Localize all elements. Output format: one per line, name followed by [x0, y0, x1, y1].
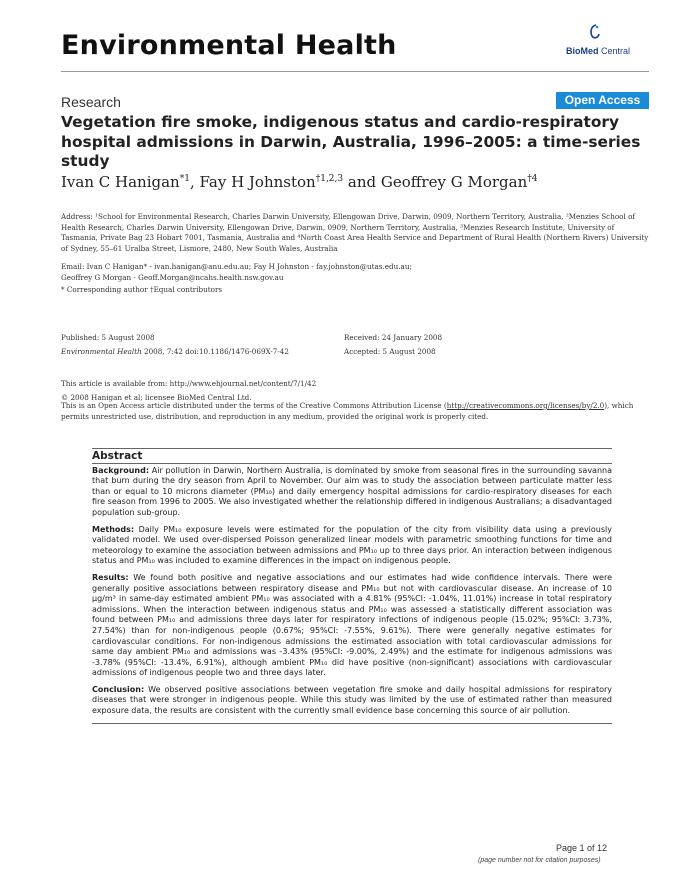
header-divider — [61, 71, 649, 72]
received-info — [344, 333, 644, 360]
citation: Environmental Health 2008, 7:42 doi:10.1186/1476-069X-7-42 — [61, 346, 289, 356]
abstract-heading-divider — [92, 463, 612, 464]
page-number: Page 1 of 12 — [556, 843, 608, 853]
published-date: Published: 5 August 2008 — [61, 333, 155, 342]
citation-note: (page number not for citation purposes) — [478, 857, 601, 864]
author-list: Ivan C Hanigan$^{*1}$, Fay H Johnston$^{\dagger 1,2,3}$ and Geoffrey G Morgan$^{\dagger 4}$ — [61, 173, 538, 191]
article-title: Vegetation fire smoke, indigenous status and cardio-respiratory hospital admissions in Darwin, Australia, 1996–2005: a time-series study — [61, 113, 641, 170]
author-name[interactable]: Fay H Johnston — [199, 173, 316, 191]
license-statement: This is an Open Access article distributed under the terms of the Creative Commons Attribution License (http://creativecommons.org/licenses/by/2.0), which permits unrestricted use, distribution, and reproduction in any medium, provided the original work is properly cited. — [61, 401, 634, 421]
journal-title: Environmental Health — [61, 30, 397, 61]
abstract-bottom-divider — [92, 723, 612, 724]
contributor-notes: * Corresponding author †Equal contributors — [61, 285, 223, 294]
author-affiliation: †1,2,3 — [315, 174, 344, 184]
publisher-name: BioMed Central — [566, 46, 631, 56]
author-addresses: Address: ¹School for Environmental Research, Charles Darwin University, Ellengowan Drive, Darwin, 0909, Northern Territory, Australia, ²Menzies School of Health Research, Charles Darwin University, Ellengowan Drive, Darwin, 0909, Northern Territory, Australia, ³Menzies Research Institute, University of Tasmania, Private Bag 23 Hobart 7001, Tasmania, Australia and ⁴North Coast Area Health Service and Department of Rural Health (Northern Rivers) University of Sydney, 55–61 Uralba Street, Lismore, 2480, New South Wales, Australia — [61, 212, 649, 253]
abstract-heading: Abstract — [92, 450, 143, 462]
article-type: Research — [61, 94, 121, 110]
license-link[interactable]: http://creativecommons.org/licenses/by/2.0 — [446, 401, 605, 410]
author-name[interactable]: Ivan C Hanigan — [61, 173, 180, 191]
abstract-conclusion: Conclusion: We observed positive associations between vegetation fire smoke and daily hospital admissions for respiratory diseases that were stronger in indigenous people. While this study was limited by the use of estimated rather than measured exposure data, the results are consistent with the currently small evidence base concerning this source of air pollution. — [92, 684, 612, 716]
author-emails: Email: Ivan C Hanigan* - ivan.hanigan@anu.edu.au; Fay H Johnston - fay.johnston@utas.edu.au; Geoffrey G Morgan - Geoff.Morgan@ncahs.health.nsw.gov.au — [61, 262, 412, 282]
publication-info — [61, 333, 341, 360]
copyright: © 2008 Hanigan et al; licensee BioMed Central Ltd. — [61, 392, 252, 402]
author-affiliation: †4 — [527, 174, 538, 184]
author-name[interactable]: Geoffrey G Morgan — [380, 173, 528, 191]
abstract-background: Background: Air pollution in Darwin, Northern Australia, is dominated by smoke from seasonal fires in the surrounding savanna that burn during the dry season from April to November. Our aim was to study the association between particulate matter less than or equal to 10 microns diameter (PM₁₀) and daily emergency hospital admissions for cardio-respiratory diseases for each fire season from 1996 to 2005. We also investigated whether the relationship differed in indigenous Australians; a disadvantaged population sub-group. — [92, 465, 612, 517]
publisher-logo-mark — [589, 24, 600, 40]
abstract-section — [92, 448, 612, 724]
open-access-badge: Open Access — [556, 92, 649, 109]
abstract-top-divider — [92, 448, 612, 449]
accepted-date: Accepted: 5 August 2008 — [344, 346, 436, 356]
abstract-results: Results: We found both positive and negative associations and our estimates had wide confidence intervals. There were generally positive associations between respiratory disease and PM₁₀ but not with cardiovascular disease. An increase of 10 μg/m³ in same-day estimated ambient PM₁₀ was associated with a 4.81% (95%CI: -1.04%, 11.01%) increase in total respiratory admissions. When the interaction between indigenous status and PM₁₀ was assessed a statistically different association was found between PM₁₀ and admissions three days later for respiratory infections of indigenous people (15.02%; 95%CI: 3.73%, 27.54%) than for non-indigenous people (0.67%; 95%CI: -7.55%, 9.61%). There were generally negative estimates for cardiovascular conditions. For non-indigenous admissions the estimated association with total cardiovascular admissions for same day ambient PM₁₀ and admissions was -3.43% (95%CI: -9.00%, 2.49%) and the estimate for indigenous admissions was -3.78% (95%CI: -13.4%, 6.91%), although ambient PM₁₀ did have positive (non-significant) associations with cardiovascular admissions of indigenous people two and three days later. — [92, 572, 612, 678]
abstract-methods: Methods: Daily PM₁₀ exposure levels were estimated for the population of the city from visibility data using a previously validated model. We used over-dispersed Poisson generalized linear models with parametric smoothing functions for time and meteorology to examine the association between admissions and PM₁₀ up to three days prior. An interaction between indigenous status and PM₁₀ was included to examine differences in the impact on indigenous people. — [92, 524, 612, 566]
availability-note: This article is available from: http://www.ehjournal.net/content/7/1/42 © 2008 Hanigan et al; licensee BioMed Central Ltd. — [61, 379, 651, 403]
received-date: Received: 24 January 2008 — [344, 333, 443, 342]
author-affiliation: *1 — [179, 174, 190, 184]
publisher-logo — [566, 24, 631, 64]
